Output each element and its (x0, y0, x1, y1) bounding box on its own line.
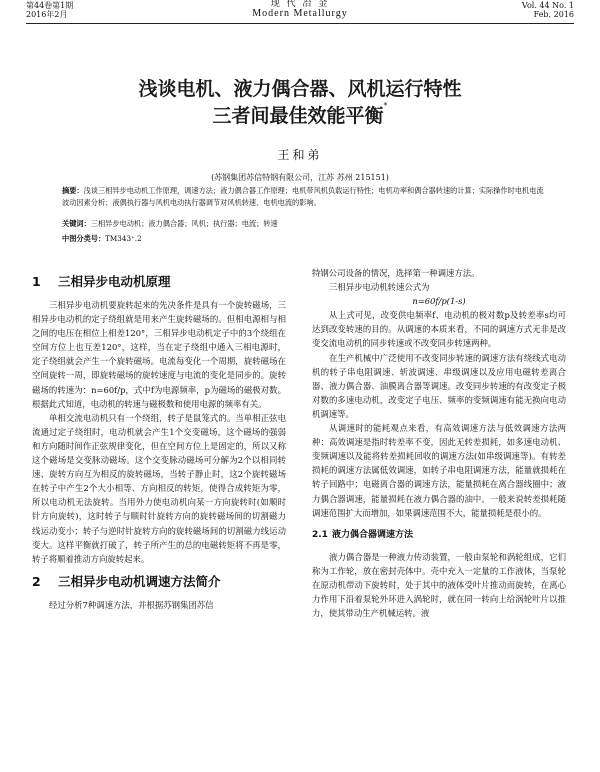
journal-name-en: Modern Metallurgy (252, 8, 348, 19)
section-1-number: 1 (32, 274, 41, 289)
section-2-1-title: 液力偶合器调速方法 (332, 529, 414, 540)
paper-title-line1: 浅谈电机、液力偶合器、风机运行特性 (138, 78, 462, 100)
speed-equation: n=60f/p(1-s) (412, 296, 466, 307)
right-para-2: 从上式可见，改变供电频率f、电动机的极对数p及转差率s均可达到改变转速的目的。从调速的本质来看，不同的调速方式无非是改变交流电动机的同步转速或不改变同步转速两种。 (312, 310, 566, 349)
journal-name-cn: 现 代 冶 金 (270, 0, 330, 9)
page-header (0, 0, 600, 24)
header-center (0, 0, 600, 18)
section-2-para-1: 经过分析7种调速方法，并根据苏钢集团苏信 (49, 599, 214, 610)
classification-label: 中图分类号： (62, 234, 106, 243)
right-para-5: 液力偶合器是一种液力传动装置，一般由泵轮和涡轮组成，它们称为工作轮，放在密封壳体中。壳中充入一定量的工作液体，当泵轮在原动机带动下旋转时，处于其中的液体受叶片推动而旋转，在离心力作用下沿着泵轮外环进入涡轮时，就在同一转向上给涡轮叶片以推力，使其带动生产机械运转。液 (312, 551, 566, 619)
author: 王和弟 (277, 148, 323, 162)
keywords-text: 三相异步电动机；液力偶合器；风机；执行器；电流；转速 (90, 219, 278, 228)
section-1-title: 三相异步电动机原理 (58, 274, 171, 289)
right-para-0: 特钢公司设备的情况，选择第一种调速方法。 (312, 268, 480, 278)
affiliation: (苏钢集团苏信特钢有限公司，江苏 苏州 215151) (211, 173, 389, 182)
title-footnote-mark: * (383, 101, 388, 110)
section-2-title: 三相异步电动机调速方法简介 (58, 573, 221, 589)
header-right (522, 1, 574, 19)
paper-title-line2-text: 三者间最佳效能平衡 (212, 105, 384, 127)
paper-title-line2 (0, 101, 600, 128)
right-para-4: 从调速时的能耗观点来看，有高效调速方法与低效调速方法两种：高效调速是指时转差率不变，因此无转差损耗，如多速电动机、变频调速以及能将转差损耗回收的调速方法(如串级调速等)。有转差损耗的调速方法属低效调速，如转子串电阻调速方法，能量就损耗在转子回路中；电磁离合器的调速方法，能量损耗在离合器线圈中；液力偶合器调速，能量损耗在液力偶合器的油中。一般来说转差损耗随调速范围扩大而增加，如果调速范围不大，能量损耗是很小的。 (312, 423, 566, 518)
right-para-1: 三相异步电动机转速公式为 (329, 282, 430, 293)
section-2-heading (32, 566, 286, 598)
abstract (62, 185, 544, 209)
classification (62, 233, 544, 245)
date-cn: 2016年2月 (26, 10, 68, 19)
abstract-text: 浅谈三相异步电动机工作原理，调速方法；液力偶合器工作原理；电机带风机负载运行特性；电机功率和偶合器转速的计算；实际操作时电机电流波动因素分析；液偶执行器与风机电动执行器调节对风机转速、电机电流的影响。 (62, 186, 544, 207)
section-1-para-1: 三相异步电动机要旋转起来的先决条件是具有一个旋转磁场，三相异步电动机的定子绕组就是用来产生旋转磁场的。但相电源相与相之间的电压在相位上相差120°，三相异步电动机定子中的3个绕组在空间方位上也互差120°，这样，当在定子绕组中通入三相电源时，定子绕组就会产生一个旋转磁场。电流每变化一个周期，旋转磁场在空间旋转一周，即旋转磁场的旋转速度与电流的变化是同步的。旋转磁场的转速为：n=60f/p，式中f为电源频率，p为磁场的磁极对数。根据此式知道，电动机的转速与磁极数和使用电源的频率有关。 (32, 300, 286, 409)
right-column (312, 266, 566, 620)
section-1-para-2: 单相交流电动机只有一个绕组，转子是鼠笼式的。当单相正弦电流通过定子绕组时，电动机就会产生1个交变磁场，这个磁场的强弱和方向随时间作正弦规律变化，但在空间方位上是固定的，所以又称这个磁场是交变脉动磁场。这个交变脉动磁场可分解为2个以相同转速、旋转方向互为相反的旋转磁场，当转子静止时，这2个旋转磁场在转子中产生2个大小相等、方向相反的转矩，使得合成转矩为零，所以电动机无法旋转。当用外力使电动机向某一方向旋转时(如顺时针方向旋转)，这时转子与顺时针旋转方向的旋转磁场间的切割磁力线运动变小；转子与逆时针旋转方向的旋转磁场间的切割磁力线运动变大。这样平衡就打破了，转子所产生的总的电磁转矩将不再是零，转子将顺着推动方向旋转起来。 (32, 412, 286, 564)
section-2-number: 2 (32, 573, 41, 589)
keywords (62, 218, 544, 230)
section-2-1-number: 2.1 (312, 529, 328, 540)
issue-cn: 第44卷第1期 (26, 1, 74, 10)
issue-en: Vol. 44 No. 1 (521, 1, 574, 10)
section-1-heading (32, 266, 286, 298)
date-en: Feb. 2016 (533, 10, 574, 19)
section-2-1-heading (312, 520, 566, 550)
header-rule (26, 23, 574, 24)
abstract-label: 摘要： (62, 186, 84, 195)
classification-text: TM343⁺.2 (105, 234, 142, 243)
keywords-label: 关键词： (62, 219, 91, 228)
right-para-3: 在生产机械中广泛使用不改变同步转速的调速方法有绕线式电动机的转子串电阻调速、斩波调速、串级调速以及应用电磁转差离合器、液力偶合器、油膜离合器等调速。改变同步转速的有改变定子极对数的多速电动机，改变定子电压、频率的变频调速有能无换向电动机调速等。 (312, 352, 566, 419)
left-column (32, 266, 286, 612)
